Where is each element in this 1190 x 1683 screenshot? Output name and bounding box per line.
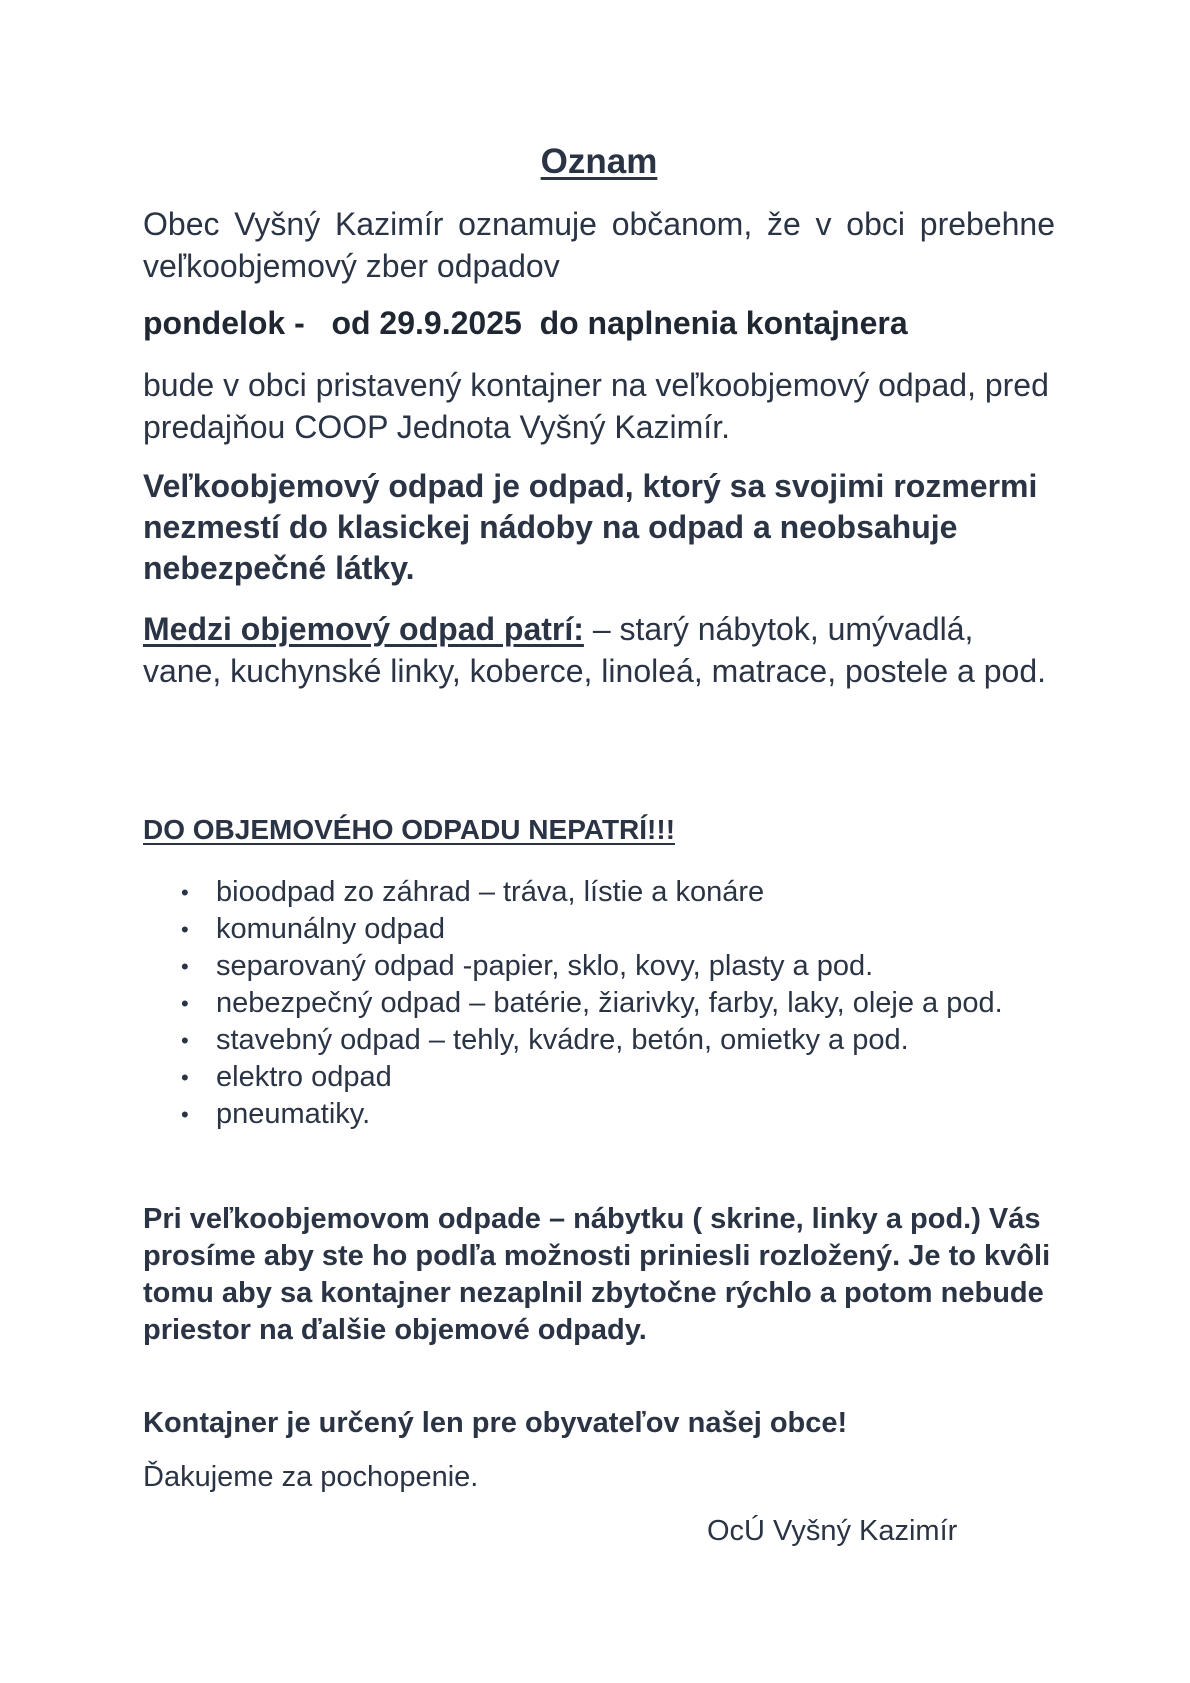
- bullet-icon: •: [181, 917, 189, 942]
- notice-title: Oznam: [540, 142, 658, 181]
- bullet-icon: •: [181, 954, 189, 979]
- not-accepted-heading: DO OBJEMOVÉHO ODPADU NEPATRÍ!!!: [143, 814, 676, 845]
- list-item: [143, 1059, 1055, 1096]
- bullet-icon: •: [181, 880, 189, 905]
- list-item: [143, 1096, 1055, 1133]
- collection-date-line: pondelok - od 29.9.2025 do naplnenia kontajnera: [143, 305, 908, 341]
- bullet-icon: •: [181, 1028, 189, 1053]
- list-item-text: stavebný odpad – tehly, kvádre, betón, omietky a pod.: [216, 1024, 909, 1056]
- list-item-text: pneumatiky.: [216, 1098, 371, 1130]
- list-item: [143, 911, 1055, 948]
- list-item-text: komunálny odpad: [216, 913, 445, 945]
- list-item-text: separovaný odpad -papier, sklo, kovy, plasty a pod.: [216, 950, 874, 982]
- bullet-icon: •: [181, 991, 189, 1016]
- bullet-icon: •: [181, 1102, 189, 1127]
- list-item-text: elektro odpad: [216, 1061, 392, 1093]
- list-item: [143, 948, 1055, 985]
- furniture-disassembly-note: Pri veľkoobjemovom odpade – nábytku ( skrine, linky a pod.) Vás prosíme aby ste ho podľa možnosti priniesli rozložený. Je to kvôli tomu aby sa kontajner nezaplnil zbytočne rýchlo a potom nebude priestor na ďalšie objemové odpady.: [143, 1203, 1051, 1346]
- list-item: [143, 985, 1055, 1022]
- list-item-text: nebezpečný odpad – batérie, žiarivky, farby, laky, oleje a pod.: [216, 987, 1003, 1019]
- list-item-text: bioodpad zo záhrad – tráva, lístie a konáre: [216, 876, 765, 908]
- list-item: [143, 874, 1055, 911]
- residents-only-note: Kontajner je určený len pre obyvateľov našej obce!: [143, 1407, 848, 1439]
- bulky-waste-definition: Veľkoobjemový odpad je odpad, ktorý sa svojimi rozmermi nezmestí do klasickej nádoby na odpad a neobsahuje nebezpečné látky.: [143, 468, 1038, 586]
- intro-paragraph: Obec Vyšný Kazimír oznamuje občanom, že v obci prebehne veľkoobjemový zber odpadov: [143, 206, 1055, 284]
- accepted-waste-paragraph: [143, 608, 1055, 692]
- accepted-waste-label: Medzi objemový odpad patrí:: [143, 611, 584, 647]
- not-accepted-list: [143, 874, 1055, 1133]
- signature: OcÚ Vyšný Kazimír: [707, 1515, 958, 1547]
- bullet-icon: •: [181, 1065, 189, 1090]
- container-placement-paragraph: bude v obci pristavený kontajner na veľkoobjemový odpad, pred predajňou COOP Jednota Vyšný Kazimír.: [143, 367, 1049, 445]
- thanks-line: Ďakujeme za pochopenie.: [143, 1461, 479, 1493]
- list-item: [143, 1022, 1055, 1059]
- accepted-waste-text: – starý nábytok, umývadlá, vane, kuchynské linky, koberce, linoleá, matrace, postele a pod.: [143, 611, 1047, 689]
